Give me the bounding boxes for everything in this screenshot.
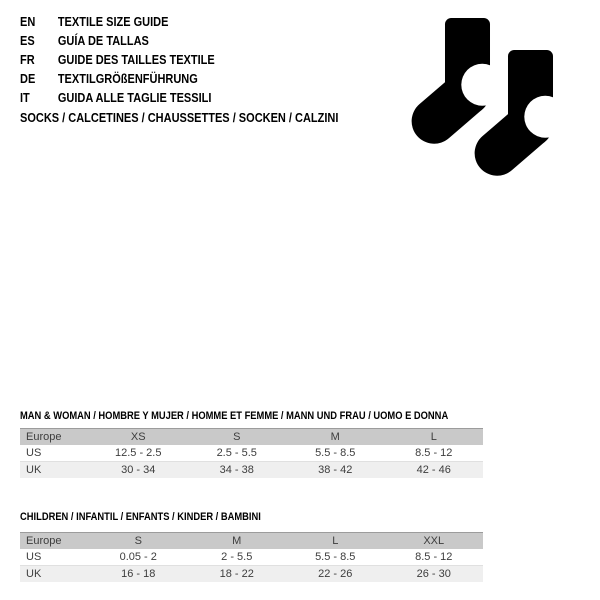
size-value: 16 - 18 [121,568,156,580]
size-value: 18 - 22 [219,568,254,580]
guide-title-en: TEXTILE SIZE GUIDE [57,15,169,29]
table-header-row [20,429,483,446]
size-value: 34 - 38 [219,464,254,476]
sock-right [497,50,566,153]
language-code: ES [20,34,35,48]
column-header-size: M [232,535,242,547]
column-header-size: L [430,431,437,443]
sock-heel-cutout [524,96,566,138]
guide-title-es: GUÍA DE TALLAS [57,34,149,48]
column-header-size: M [330,431,340,443]
guide-title-fr: GUIDE DES TAILLES TEXTILE [57,53,215,67]
table-row-uk [20,566,483,583]
size-value: 2.5 - 5.5 [216,447,257,459]
sock-left [434,18,503,121]
language-row-fr [20,51,215,70]
size-value: 0.05 - 2 [119,551,157,563]
size-value: 8.5 - 12 [415,447,453,459]
language-row-en [20,13,215,32]
size-value: 5.5 - 8.5 [315,551,356,563]
column-header-region: Europe [26,431,62,443]
table-row-us [20,445,483,462]
language-code: FR [20,53,35,67]
size-value: 22 - 26 [318,568,353,580]
socks-icon [400,10,570,190]
table-title-children: CHILDREN / INFANTIL / ENFANTS / KINDER / BAMBINI [20,511,261,523]
table-title-adults: MAN & WOMAN / HOMBRE Y MUJER / HOMME ET FEMME / MANN UND FRAU / UOMO E DONNA [20,410,449,422]
region-label: UK [26,568,42,580]
table-row-uk [20,462,483,479]
size-value: 12.5 - 2.5 [115,447,162,459]
column-header-size: XXL [423,535,445,547]
size-value: 2 - 5.5 [221,551,253,563]
column-header-size: S [233,431,241,443]
language-row-it [20,89,215,108]
region-label: UK [26,464,42,476]
column-header-region: Europe [26,535,62,547]
column-header-size: S [134,535,142,547]
size-table-adults [20,428,483,478]
region-label: US [26,447,42,459]
sock-heel-cutout [461,64,503,106]
size-value: 42 - 46 [416,464,451,476]
language-code: IT [20,91,30,105]
region-label: US [26,551,42,563]
size-value: 38 - 42 [318,464,353,476]
table-header-row [20,533,483,550]
size-table-children [20,532,483,582]
size-value: 8.5 - 12 [415,551,453,563]
language-code: DE [20,72,36,86]
size-value: 5.5 - 8.5 [315,447,356,459]
column-header-size: XS [130,431,146,443]
language-row-es [20,32,215,51]
column-header-size: L [332,535,339,547]
table-row-us [20,549,483,566]
language-row-de [20,70,215,89]
language-code: EN [20,15,36,29]
size-value: 26 - 30 [416,568,451,580]
category-line: SOCKS / CALCETINES / CHAUSSETTES / SOCKEN / CALZINI [20,111,339,125]
guide-title-it: GUIDA ALLE TAGLIE TESSILI [57,91,212,105]
language-list [20,13,215,108]
size-value: 30 - 34 [121,464,156,476]
guide-title-de: TEXTILGRÖßENFÜHRUNG [57,72,198,86]
